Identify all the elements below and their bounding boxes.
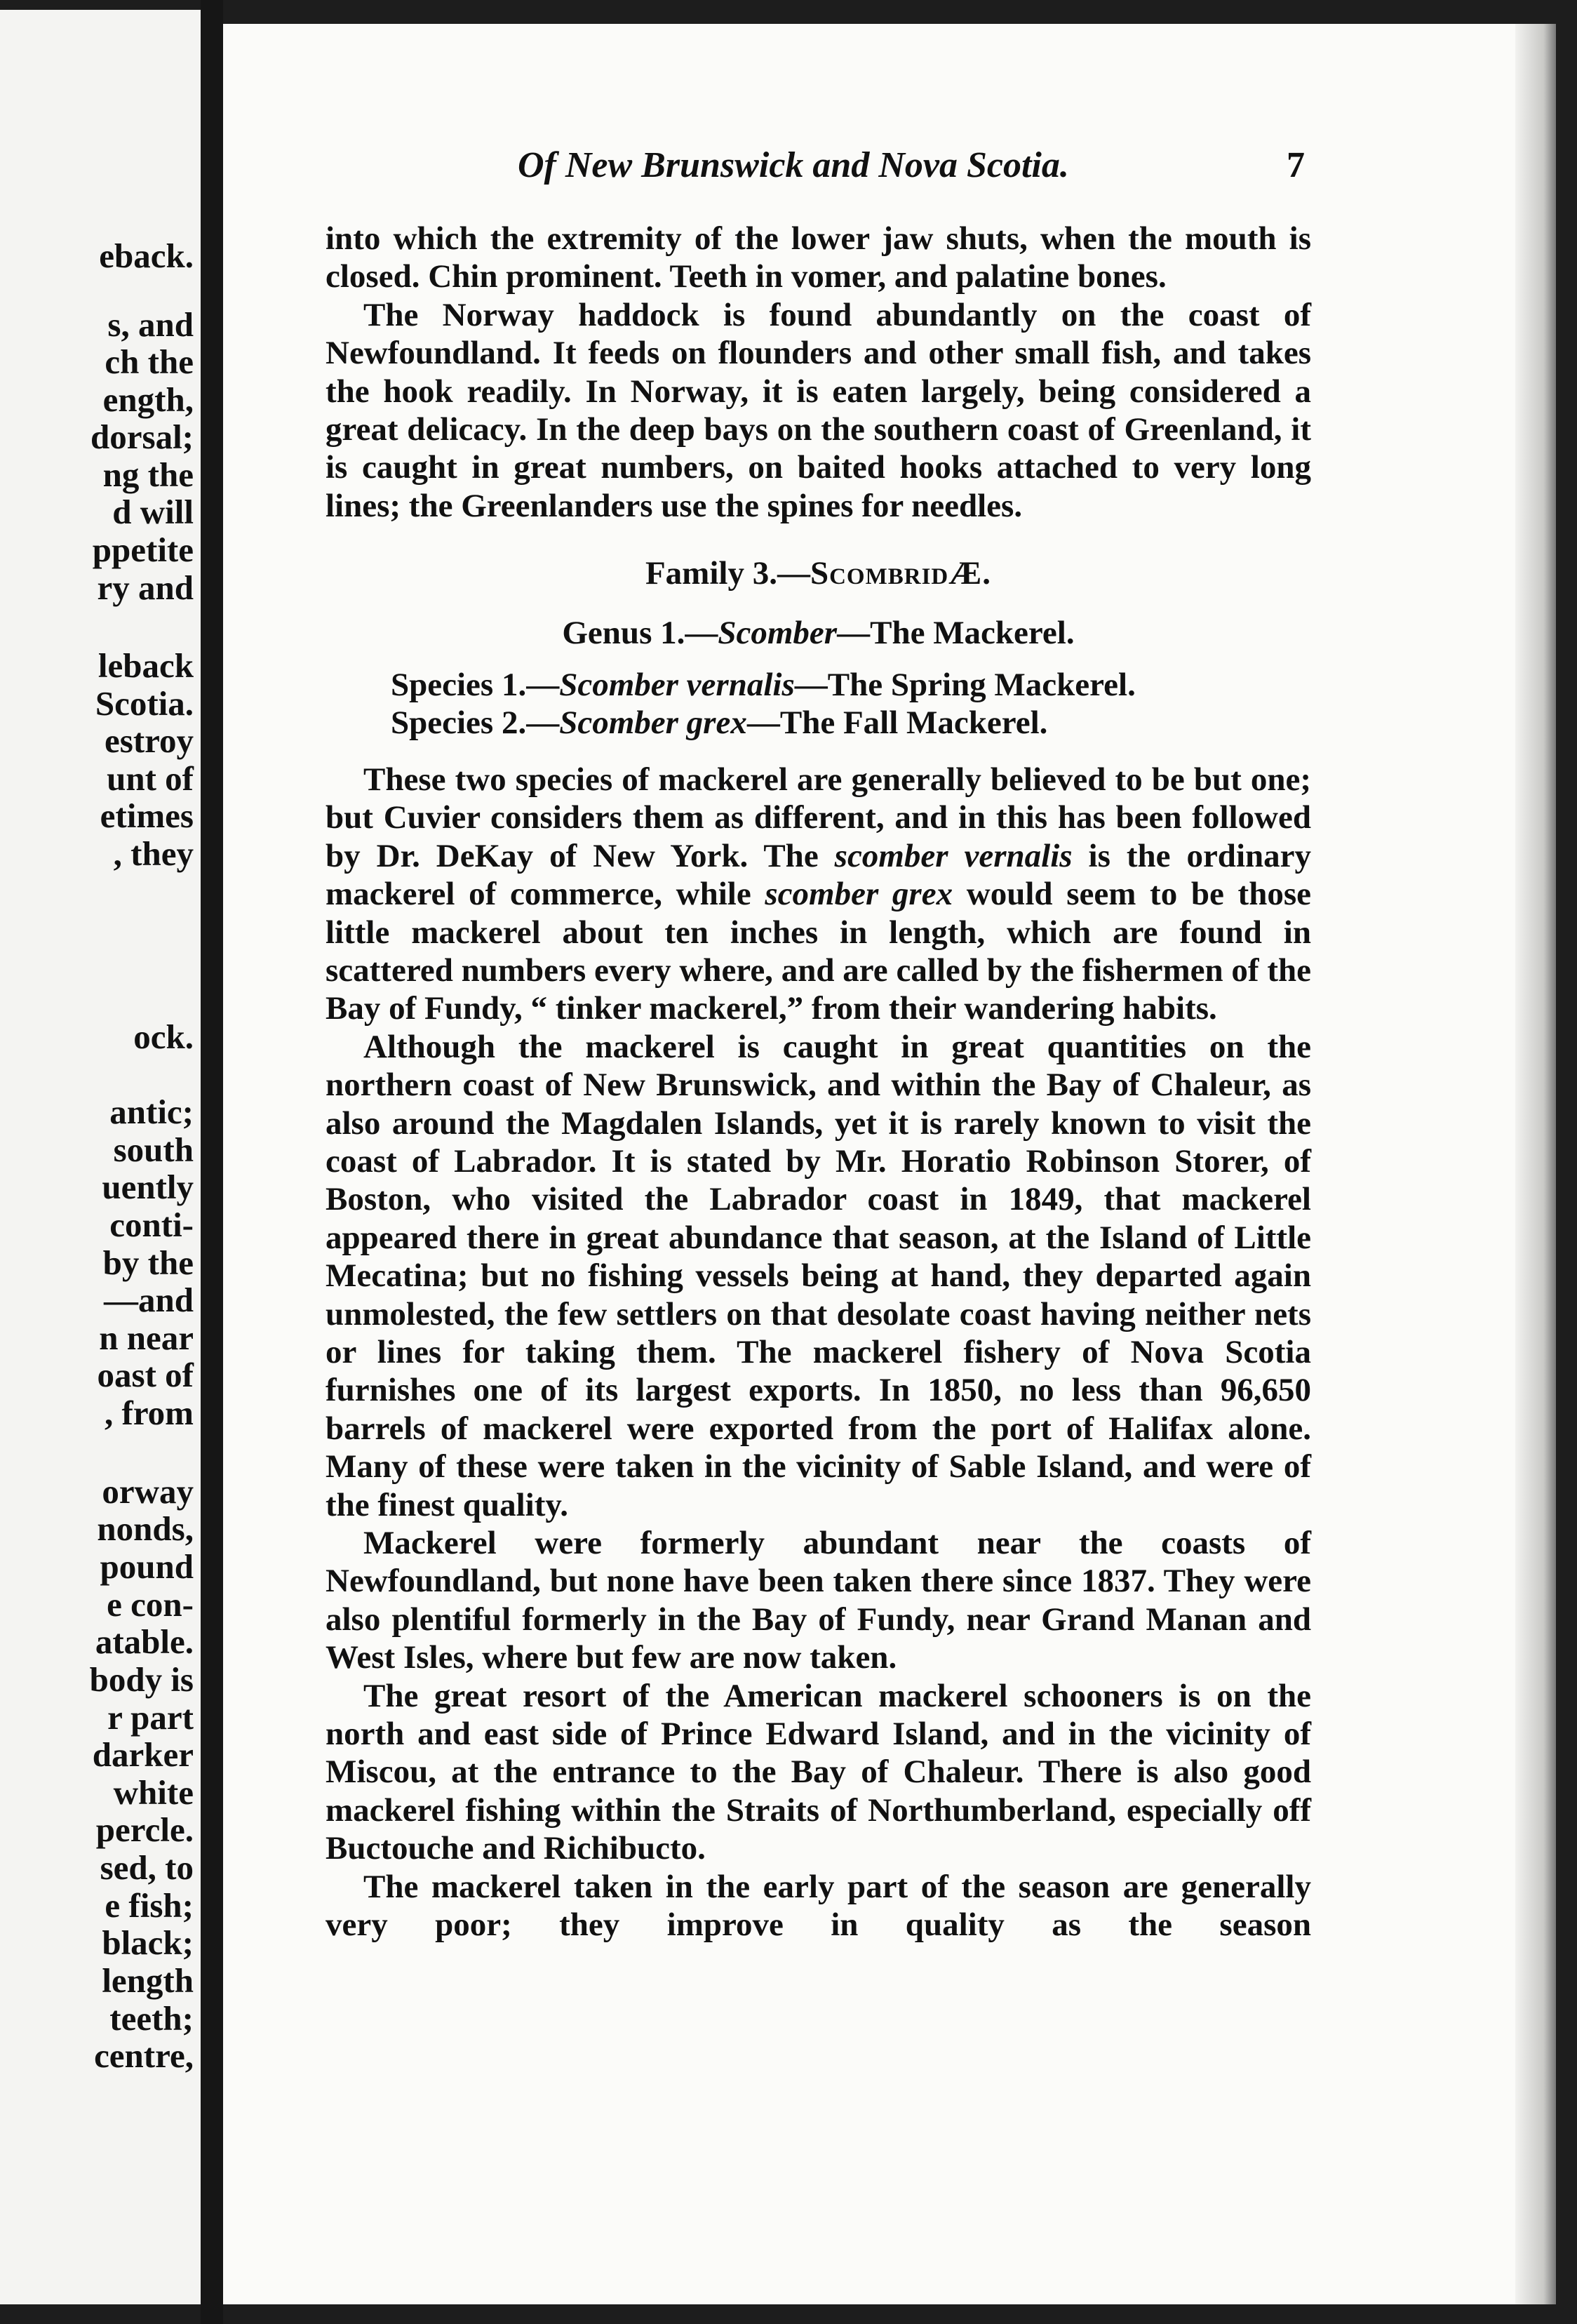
facing-page-line: orway xyxy=(102,1472,194,1511)
p3-latin-grex: scomber grex xyxy=(765,876,953,913)
species-1-heading xyxy=(326,666,1311,704)
genus-heading-prefix: Genus 1.— xyxy=(562,614,718,651)
family-heading-name: ScombridÆ. xyxy=(810,555,992,592)
species-1-prefix: Species 1.— xyxy=(391,667,560,704)
paragraph-continued: into which the extremity of the lower jaw shuts, when the mouth is closed. Chin prominent. Teeth in vomer, and palatine bones. xyxy=(326,220,1311,295)
species-2-latin: Scomber grex xyxy=(559,704,747,742)
facing-page-line: e con- xyxy=(107,1585,194,1624)
facing-page-line: pound xyxy=(100,1547,194,1586)
facing-page-line: black; xyxy=(102,1923,194,1962)
facing-page-line: ch the xyxy=(105,342,194,381)
facing-page-line: by the xyxy=(102,1243,194,1282)
facing-page-line: ry and xyxy=(97,568,194,607)
running-title: Of New Brunswick and Nova Scotia. xyxy=(518,145,1069,185)
facing-page-line: teeth; xyxy=(109,1999,194,2038)
facing-page-line: south xyxy=(113,1130,194,1169)
facing-page-line: etimes xyxy=(100,796,194,835)
page-number: 7 xyxy=(1287,145,1305,185)
facing-page-line: ppetite xyxy=(92,530,194,569)
book-gutter xyxy=(201,0,223,2324)
facing-page-line: , they xyxy=(113,834,194,873)
species-2-prefix: Species 2.— xyxy=(391,704,560,742)
family-heading xyxy=(326,554,1311,592)
facing-page-line: length xyxy=(102,1961,194,2000)
facing-page-line: dorsal; xyxy=(90,418,194,456)
species-1-latin: Scomber vernalis xyxy=(559,667,795,704)
facing-page-line: estroy xyxy=(105,721,194,760)
page-edge-shadow xyxy=(1515,24,1556,2304)
facing-page-line: leback xyxy=(98,646,194,685)
facing-page-line: r part xyxy=(107,1698,194,1737)
page-text xyxy=(326,220,1311,1944)
p3-part-b: is the ordinary mackerel of commerce, while xyxy=(326,837,1312,913)
facing-page-line: centre, xyxy=(94,2036,194,2075)
facing-page-line: body is xyxy=(89,1660,194,1699)
facing-page-line: ength, xyxy=(102,380,194,419)
paragraph-labrador: Although the mackerel is caught in great quantities on the northern coast of New Brunswick, and within the Bay of Chaleur, as also around the Magdalen Islands, yet it is rarely known to visit the coast of Labrador. It is stated by Mr. Horatio Robinson Storer, of Boston, who visited the Labrador coast in 1849, that mackerel appeared there in great abundance that season, at the Island of Little Mecatina; but no fishing vessels being at hand, they departed again unmolested, the few settlers on that desolate coast having neither nets or lines for taking them. The mackerel fishery of Nova Scotia furnishes one of its largest exports. In 1850, no less than 96,650 barrels of mackerel were exported from the port of Halifax alone. Many of these were taken in the vicinity of Sable Island, and were of the finest quality. xyxy=(326,1028,1311,1523)
species-2-heading xyxy=(326,704,1311,742)
paragraph-schooners: The great resort of the American mackerel schooners is on the north and east side of Prince Edward Island, and in the vicinity of Miscou, at the entrance to the Bay of Chaleur. There is also good mackerel fishing within the Straits of Northumberland, especially off Buctouche and Richibucto. xyxy=(326,1677,1311,1867)
facing-page-line: ock. xyxy=(133,1017,194,1056)
facing-page-line: nonds, xyxy=(97,1509,194,1548)
paragraph-norway-haddock: The Norway haddock is found abundantly on the coast of Newfoundland. It feeds on flounders and other small fish, and takes the hook readily. In Norway, it is eaten largely, being considered a great delicacy. In the deep bays on the southern coast of Greenland, it is caught in great numbers, on baited hooks attached to very long lines; the Greenlanders use the spines for needles. xyxy=(326,296,1311,524)
genus-heading xyxy=(326,614,1311,652)
facing-page-line: unt of xyxy=(107,759,194,798)
paragraph-newfoundland: Mackerel were formerly abundant near the coasts of Newfoundland, but none have been taken there since 1837. They were also plentiful formerly in the Bay of Fundy, near Grand Manan and West Isles, where but few are now taken. xyxy=(326,1525,1311,1676)
facing-page-line: ng the xyxy=(102,455,194,494)
facing-page-line: —and xyxy=(103,1281,194,1319)
genus-heading-suffix: —The Mackerel. xyxy=(837,614,1075,651)
p3-part-a: These two species of mackerel are generally believed to be but one; but Cuvier considers them as different, and in this has been followed by Dr. DeKay of New York. The xyxy=(326,761,1311,874)
facing-page-line: Scotia. xyxy=(95,684,194,723)
family-heading-prefix: Family 3.— xyxy=(645,555,810,592)
genus-heading-latin: Scomber xyxy=(718,614,838,651)
species-1-suffix: —The Spring Mackerel. xyxy=(794,667,1136,704)
facing-page-line: , from xyxy=(105,1394,194,1432)
facing-page-line: uently xyxy=(102,1168,194,1206)
facing-page-line: darker xyxy=(92,1735,194,1774)
facing-page-line: antic; xyxy=(109,1093,194,1131)
facing-page-line: d will xyxy=(112,493,194,531)
facing-page-line: percle. xyxy=(95,1810,194,1849)
facing-page-line: conti- xyxy=(109,1206,194,1244)
paragraph-two-species xyxy=(326,761,1311,1028)
facing-page-line: sed, to xyxy=(100,1848,194,1887)
p3-latin-vernalis: scomber vernalis xyxy=(834,837,1073,874)
facing-page-fragment xyxy=(0,10,201,2304)
p3-part-c: would seem to be those little mackerel about ten inches in length, which are found in scattered numbers every where, and are called by the fishermen of the Bay of Fundy, “ tinker mackerel,” from their wandering habits. xyxy=(326,876,1311,1027)
facing-page-line: eback. xyxy=(99,236,194,275)
facing-page-line: n near xyxy=(99,1318,194,1357)
facing-page-line: s, and xyxy=(107,305,194,344)
facing-page-line: e fish; xyxy=(105,1886,194,1925)
species-2-suffix: —The Fall Mackerel. xyxy=(746,704,1048,742)
facing-page-line: oast of xyxy=(97,1356,194,1394)
paragraph-early-season: The mackerel taken in the early part of the season are generally very poor; they improve in quality as the season xyxy=(326,1868,1311,1944)
facing-page-line: white xyxy=(113,1773,194,1812)
facing-page-line: atable. xyxy=(95,1622,194,1661)
